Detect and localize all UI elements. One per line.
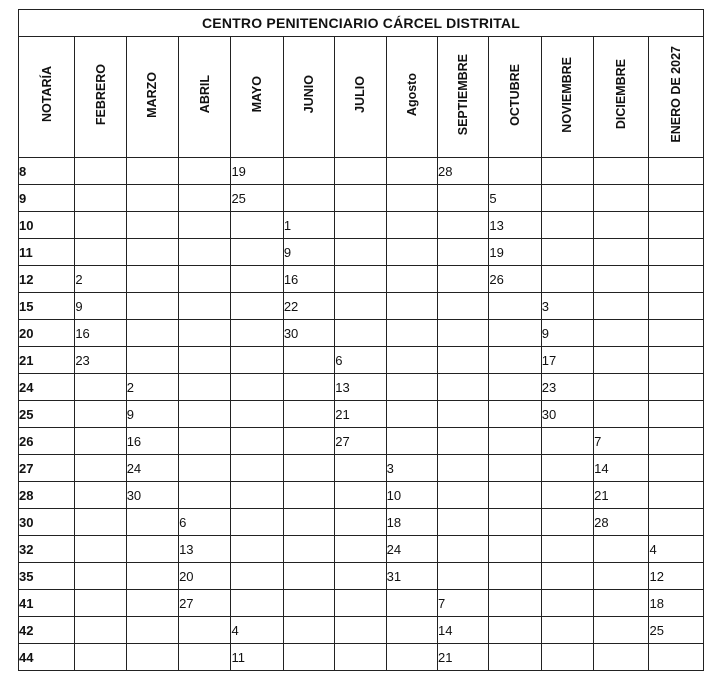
date-cell — [438, 536, 489, 563]
date-cell — [179, 320, 231, 347]
date-cell — [335, 590, 386, 617]
date-cell — [649, 320, 704, 347]
date-cell — [75, 455, 126, 482]
date-cell — [541, 158, 593, 185]
date-cell — [179, 239, 231, 266]
date-cell — [489, 644, 541, 671]
date-cell: 31 — [386, 563, 437, 590]
date-cell: 13 — [179, 536, 231, 563]
table-row — [19, 347, 704, 374]
date-cell — [231, 455, 283, 482]
date-cell — [179, 644, 231, 671]
notaria-cell: 10 — [19, 212, 75, 239]
date-cell — [335, 509, 386, 536]
date-cell — [594, 347, 649, 374]
table-row — [19, 293, 704, 320]
date-cell — [649, 374, 704, 401]
column-header — [594, 37, 649, 158]
notaria-cell: 25 — [19, 401, 75, 428]
date-cell — [386, 617, 437, 644]
date-cell: 19 — [231, 158, 283, 185]
date-cell — [179, 158, 231, 185]
date-cell — [283, 455, 334, 482]
date-cell — [179, 401, 231, 428]
date-cell — [489, 401, 541, 428]
column-header-label: NOVIEMBRE — [560, 56, 575, 133]
date-cell — [594, 293, 649, 320]
date-cell: 22 — [283, 293, 334, 320]
date-cell — [489, 158, 541, 185]
date-cell — [126, 212, 178, 239]
column-header — [126, 37, 178, 158]
date-cell: 27 — [179, 590, 231, 617]
table-row — [19, 482, 704, 509]
date-cell — [438, 239, 489, 266]
column-header — [283, 37, 334, 158]
table-row — [19, 455, 704, 482]
notaria-cell: 12 — [19, 266, 75, 293]
table-row — [19, 185, 704, 212]
date-cell — [649, 158, 704, 185]
date-cell — [179, 347, 231, 374]
date-cell — [335, 563, 386, 590]
column-header — [386, 37, 437, 158]
column-header — [75, 37, 126, 158]
date-cell — [489, 347, 541, 374]
date-cell — [649, 239, 704, 266]
table-body — [19, 158, 704, 671]
notaria-cell: 26 — [19, 428, 75, 455]
date-cell — [386, 293, 437, 320]
date-cell — [541, 428, 593, 455]
date-cell — [594, 563, 649, 590]
date-cell — [126, 563, 178, 590]
date-cell — [75, 185, 126, 212]
date-cell — [541, 590, 593, 617]
date-cell — [541, 509, 593, 536]
date-cell — [283, 185, 334, 212]
date-cell — [335, 617, 386, 644]
date-cell — [283, 644, 334, 671]
notaria-cell: 35 — [19, 563, 75, 590]
date-cell — [335, 212, 386, 239]
table-row — [19, 374, 704, 401]
date-cell — [283, 158, 334, 185]
date-cell — [231, 563, 283, 590]
date-cell — [283, 536, 334, 563]
date-cell: 24 — [386, 536, 437, 563]
date-cell — [649, 293, 704, 320]
date-cell — [231, 239, 283, 266]
date-cell — [489, 590, 541, 617]
column-header-label: DICIEMBRE — [614, 59, 629, 130]
table-row — [19, 617, 704, 644]
notaria-cell: 15 — [19, 293, 75, 320]
notaria-cell: 9 — [19, 185, 75, 212]
date-cell — [283, 401, 334, 428]
notaria-cell: 28 — [19, 482, 75, 509]
date-cell — [126, 590, 178, 617]
date-cell — [75, 590, 126, 617]
date-cell — [386, 239, 437, 266]
date-cell — [335, 239, 386, 266]
date-cell — [386, 401, 437, 428]
date-cell: 2 — [75, 266, 126, 293]
date-cell — [126, 239, 178, 266]
notaria-cell: 8 — [19, 158, 75, 185]
table-row — [19, 320, 704, 347]
date-cell — [438, 374, 489, 401]
date-cell — [541, 536, 593, 563]
date-cell — [489, 455, 541, 482]
table-row — [19, 644, 704, 671]
notaria-cell: 27 — [19, 455, 75, 482]
column-header — [649, 37, 704, 158]
date-cell — [541, 482, 593, 509]
date-cell: 3 — [541, 293, 593, 320]
date-cell — [335, 293, 386, 320]
date-cell — [283, 428, 334, 455]
date-cell — [335, 482, 386, 509]
date-cell — [649, 428, 704, 455]
date-cell — [594, 239, 649, 266]
table-row — [19, 590, 704, 617]
date-cell — [489, 428, 541, 455]
date-cell — [438, 320, 489, 347]
date-cell: 2 — [126, 374, 178, 401]
date-cell: 17 — [541, 347, 593, 374]
date-cell — [649, 266, 704, 293]
date-cell — [75, 536, 126, 563]
date-cell — [386, 212, 437, 239]
date-cell — [649, 185, 704, 212]
date-cell: 25 — [649, 617, 704, 644]
date-cell — [335, 185, 386, 212]
date-cell — [75, 509, 126, 536]
notaria-cell: 32 — [19, 536, 75, 563]
table-row — [19, 563, 704, 590]
date-cell — [179, 212, 231, 239]
date-cell: 12 — [649, 563, 704, 590]
date-cell — [438, 293, 489, 320]
date-cell — [231, 590, 283, 617]
date-cell — [283, 563, 334, 590]
date-cell — [386, 320, 437, 347]
date-cell — [386, 590, 437, 617]
date-cell — [489, 563, 541, 590]
date-cell — [126, 158, 178, 185]
date-cell: 14 — [438, 617, 489, 644]
date-cell — [649, 401, 704, 428]
date-cell — [231, 428, 283, 455]
table-title: CENTRO PENITENCIARIO CÁRCEL DISTRITAL — [19, 10, 704, 37]
date-cell — [231, 482, 283, 509]
date-cell — [594, 374, 649, 401]
date-cell: 28 — [438, 158, 489, 185]
date-cell — [594, 266, 649, 293]
date-cell: 7 — [438, 590, 489, 617]
date-cell: 25 — [231, 185, 283, 212]
date-cell — [438, 212, 489, 239]
date-cell: 24 — [126, 455, 178, 482]
date-cell: 6 — [335, 347, 386, 374]
column-header-label: MARZO — [145, 71, 160, 118]
date-cell: 13 — [489, 212, 541, 239]
date-cell — [594, 401, 649, 428]
column-header — [438, 37, 489, 158]
date-cell — [386, 347, 437, 374]
column-header-label: NOTARÍA — [39, 66, 54, 123]
date-cell — [438, 185, 489, 212]
notaria-cell: 42 — [19, 617, 75, 644]
date-cell — [438, 509, 489, 536]
date-cell — [283, 374, 334, 401]
date-cell: 9 — [541, 320, 593, 347]
date-cell — [335, 455, 386, 482]
date-cell — [489, 617, 541, 644]
date-cell — [438, 347, 489, 374]
date-cell — [541, 644, 593, 671]
date-cell — [594, 185, 649, 212]
date-cell — [283, 482, 334, 509]
table-row — [19, 266, 704, 293]
date-cell — [489, 509, 541, 536]
date-cell — [179, 428, 231, 455]
date-cell — [75, 374, 126, 401]
date-cell: 19 — [489, 239, 541, 266]
table-row — [19, 158, 704, 185]
date-cell: 1 — [283, 212, 334, 239]
column-header-label: JUNIO — [302, 75, 317, 114]
date-cell — [489, 536, 541, 563]
date-cell — [649, 212, 704, 239]
date-cell — [438, 563, 489, 590]
date-cell — [75, 563, 126, 590]
column-header-label: FEBRERO — [93, 63, 108, 126]
date-cell: 16 — [75, 320, 126, 347]
date-cell: 9 — [126, 401, 178, 428]
column-header-label: ABRIL — [197, 75, 212, 114]
column-header-label: Agosto — [404, 72, 419, 117]
date-cell — [126, 347, 178, 374]
column-header-label: OCTUBRE — [508, 63, 523, 126]
date-cell — [179, 374, 231, 401]
date-cell: 21 — [438, 644, 489, 671]
date-cell — [179, 185, 231, 212]
date-cell — [283, 509, 334, 536]
table-row — [19, 401, 704, 428]
column-header-label: JULIO — [353, 76, 368, 113]
date-cell: 11 — [231, 644, 283, 671]
date-cell — [75, 428, 126, 455]
date-cell — [489, 320, 541, 347]
date-cell — [438, 455, 489, 482]
date-cell: 4 — [649, 536, 704, 563]
date-cell: 14 — [594, 455, 649, 482]
date-cell — [594, 158, 649, 185]
date-cell — [541, 212, 593, 239]
column-header — [19, 37, 75, 158]
column-header — [231, 37, 283, 158]
date-cell: 26 — [489, 266, 541, 293]
date-cell — [75, 482, 126, 509]
date-cell — [335, 320, 386, 347]
column-header-label: ENERO DE 2027 — [669, 46, 684, 143]
date-cell — [541, 185, 593, 212]
date-cell — [541, 266, 593, 293]
date-cell — [231, 509, 283, 536]
date-cell — [75, 158, 126, 185]
date-cell — [231, 347, 283, 374]
date-cell: 27 — [335, 428, 386, 455]
date-cell — [231, 320, 283, 347]
date-cell — [335, 644, 386, 671]
date-cell — [541, 239, 593, 266]
date-cell — [386, 428, 437, 455]
date-cell: 7 — [594, 428, 649, 455]
date-cell — [75, 644, 126, 671]
date-cell — [126, 644, 178, 671]
date-cell — [179, 482, 231, 509]
date-cell — [386, 158, 437, 185]
date-cell: 30 — [541, 401, 593, 428]
date-cell: 30 — [126, 482, 178, 509]
date-cell — [126, 185, 178, 212]
column-header — [541, 37, 593, 158]
date-cell — [231, 401, 283, 428]
date-cell — [335, 158, 386, 185]
date-cell: 6 — [179, 509, 231, 536]
date-cell — [489, 482, 541, 509]
date-cell — [179, 293, 231, 320]
date-cell: 5 — [489, 185, 541, 212]
notaria-cell: 44 — [19, 644, 75, 671]
column-header-label: SEPTIEMBRE — [456, 53, 471, 136]
date-cell — [438, 401, 489, 428]
notaria-cell: 21 — [19, 347, 75, 374]
date-cell: 9 — [75, 293, 126, 320]
date-cell — [75, 401, 126, 428]
date-cell — [179, 266, 231, 293]
date-cell — [126, 320, 178, 347]
date-cell — [335, 266, 386, 293]
date-cell — [335, 536, 386, 563]
date-cell: 10 — [386, 482, 437, 509]
date-cell — [283, 590, 334, 617]
table-row — [19, 428, 704, 455]
date-cell — [126, 536, 178, 563]
date-cell — [75, 617, 126, 644]
date-cell: 9 — [283, 239, 334, 266]
notaria-cell: 30 — [19, 509, 75, 536]
date-cell — [75, 239, 126, 266]
date-cell — [231, 374, 283, 401]
date-cell — [283, 617, 334, 644]
date-cell: 23 — [541, 374, 593, 401]
table-row — [19, 239, 704, 266]
notaria-cell: 41 — [19, 590, 75, 617]
date-cell — [231, 266, 283, 293]
date-cell — [541, 563, 593, 590]
date-cell — [649, 482, 704, 509]
date-cell — [386, 644, 437, 671]
date-cell — [438, 266, 489, 293]
date-cell — [386, 266, 437, 293]
table-row — [19, 509, 704, 536]
table-row — [19, 536, 704, 563]
date-cell — [438, 428, 489, 455]
date-cell — [231, 293, 283, 320]
date-cell: 18 — [649, 590, 704, 617]
date-cell — [649, 644, 704, 671]
date-cell — [283, 347, 334, 374]
date-cell — [179, 455, 231, 482]
date-cell: 20 — [179, 563, 231, 590]
date-cell: 4 — [231, 617, 283, 644]
column-header — [489, 37, 541, 158]
date-cell — [126, 509, 178, 536]
date-cell: 16 — [283, 266, 334, 293]
date-cell — [126, 617, 178, 644]
date-cell — [541, 617, 593, 644]
date-cell — [126, 293, 178, 320]
date-cell: 30 — [283, 320, 334, 347]
schedule-table — [18, 9, 704, 671]
date-cell: 28 — [594, 509, 649, 536]
date-cell — [75, 212, 126, 239]
date-cell: 16 — [126, 428, 178, 455]
date-cell: 21 — [335, 401, 386, 428]
date-cell — [541, 455, 593, 482]
date-cell — [231, 536, 283, 563]
date-cell — [649, 509, 704, 536]
date-cell — [126, 266, 178, 293]
date-cell — [594, 644, 649, 671]
date-cell: 21 — [594, 482, 649, 509]
date-cell — [489, 374, 541, 401]
date-cell — [386, 185, 437, 212]
column-header-label: MAYO — [250, 76, 265, 113]
date-cell — [594, 536, 649, 563]
date-cell — [649, 347, 704, 374]
date-cell — [649, 455, 704, 482]
column-header — [179, 37, 231, 158]
date-cell — [438, 482, 489, 509]
table-row — [19, 212, 704, 239]
date-cell: 23 — [75, 347, 126, 374]
date-cell — [231, 212, 283, 239]
header-row — [19, 37, 704, 158]
date-cell — [594, 617, 649, 644]
notaria-cell: 24 — [19, 374, 75, 401]
date-cell — [489, 293, 541, 320]
date-cell — [594, 320, 649, 347]
date-cell — [386, 374, 437, 401]
date-cell: 3 — [386, 455, 437, 482]
date-cell — [594, 590, 649, 617]
notaria-cell: 11 — [19, 239, 75, 266]
date-cell — [594, 212, 649, 239]
column-header — [335, 37, 386, 158]
date-cell: 18 — [386, 509, 437, 536]
notaria-cell: 20 — [19, 320, 75, 347]
date-cell: 13 — [335, 374, 386, 401]
date-cell — [179, 617, 231, 644]
